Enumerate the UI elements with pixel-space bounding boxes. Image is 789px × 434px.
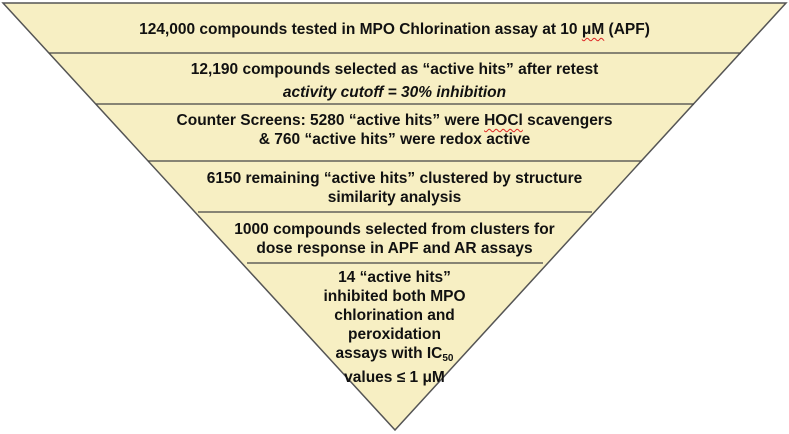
stage-2-line-2: activity cutoff = 30% inhibition <box>282 84 507 101</box>
stage-4-line-1: 6150 remaining “active hits” clustered by structure <box>206 170 583 187</box>
stage-6-line-4: peroxidation <box>347 326 441 343</box>
stage-6-line-2: inhibited both MPO <box>323 288 466 305</box>
stage-6-line-6: values ≤ 1 μM <box>344 369 445 386</box>
stage-3-hocl-mark: HOCl <box>484 112 523 129</box>
stage-5-line-2: dose response in APF and AR assays <box>256 240 533 257</box>
stage-3-line-1-post: scavengers <box>522 112 613 129</box>
stage-3-line-1-pre: Counter Screens: 5280 “active hits” were <box>176 112 485 129</box>
stage-1-unit-mark: μM <box>581 21 605 38</box>
stage-3-line-2: & 760 “active hits” were redox active <box>258 131 531 148</box>
stage-6-ic-subscript: 50 <box>442 353 454 364</box>
stage-6-line-3: chlorination and <box>334 307 455 324</box>
stage-6-ic-label: assays with IC <box>335 345 443 362</box>
stage-5-text <box>0 220 789 258</box>
stage-1-text <box>0 20 789 39</box>
stage-2-line-1: 12,190 compounds selected as “active hits” after retest <box>190 61 599 78</box>
stage-5-line-1: 1000 compounds selected from clusters for <box>234 221 555 238</box>
stage-1-line-1 <box>0 20 789 39</box>
stage-3-line-1 <box>0 111 789 130</box>
stage-6-text <box>0 268 789 387</box>
stage-1-line-1-pre: 124,000 compounds tested in MPO Chlorination assay at 10 <box>139 21 582 38</box>
stage-3-text <box>0 111 789 149</box>
stage-2-text <box>0 60 789 102</box>
stage-4-line-2: similarity analysis <box>327 189 462 206</box>
stage-1-line-1-post: (APF) <box>604 21 650 38</box>
stage-6-line-5 <box>0 344 789 368</box>
stage-4-text <box>0 169 789 207</box>
stage-6-line-1: 14 “active hits” <box>338 269 451 286</box>
